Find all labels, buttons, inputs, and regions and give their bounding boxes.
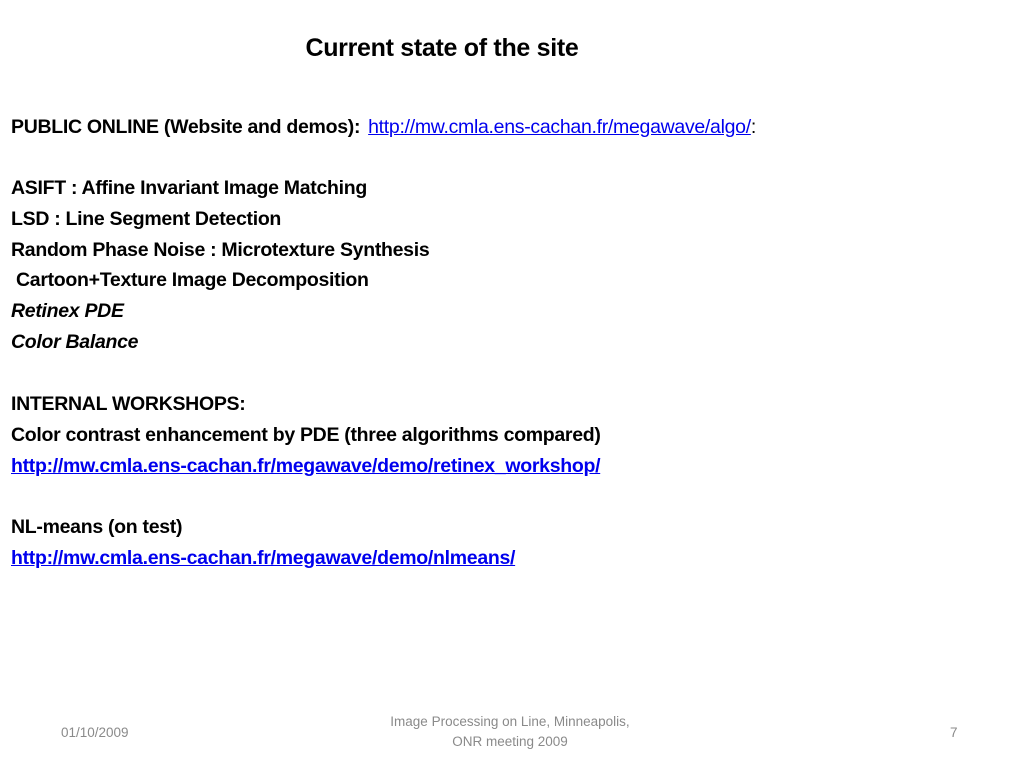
footer-page-number: 7	[950, 725, 958, 740]
workshop-description: Color contrast enhancement by PDE (three algorithms compared)	[11, 424, 601, 446]
demo-item-retinex-pde: Retinex PDE	[11, 300, 124, 322]
internal-workshops-heading: INTERNAL WORKSHOPS:	[11, 393, 246, 415]
workshop-link[interactable]: http://mw.cmla.ens-cachan.fr/megawave/demo/retinex_workshop/	[11, 455, 601, 477]
public-online-suffix: :	[750, 116, 756, 138]
demo-item-lsd: LSD : Line Segment Detection	[11, 208, 282, 230]
footer-center-line-2: ONR meeting 2009	[452, 734, 568, 749]
footer-center-line-1: Image Processing on Line, Minneapolis,	[390, 714, 630, 729]
demo-item-color-balance: Color Balance	[11, 331, 139, 353]
footer-date: 01/10/2009	[61, 725, 129, 740]
public-online-label: PUBLIC ONLINE (Website and demos):	[11, 116, 361, 138]
workshop-line	[11, 454, 600, 478]
public-online-line	[11, 115, 756, 139]
nlmeans-link[interactable]: http://mw.cmla.ens-cachan.fr/megawave/demo/nlmeans/	[11, 547, 516, 569]
slide-title: Current state of the site	[305, 34, 579, 62]
demo-item-random-phase-noise: Random Phase Noise : Microtexture Synthesis	[11, 239, 430, 261]
nlmeans-line	[11, 546, 515, 570]
public-online-link[interactable]: http://mw.cmla.ens-cachan.fr/megawave/algo/	[368, 116, 751, 138]
demo-item-asift: ASIFT : Affine Invariant Image Matching	[11, 177, 367, 199]
footer-center	[360, 712, 660, 752]
nlmeans-label: NL-means (on test)	[11, 516, 183, 538]
demo-item-cartoon-texture: Cartoon+Texture Image Decomposition	[16, 269, 369, 291]
